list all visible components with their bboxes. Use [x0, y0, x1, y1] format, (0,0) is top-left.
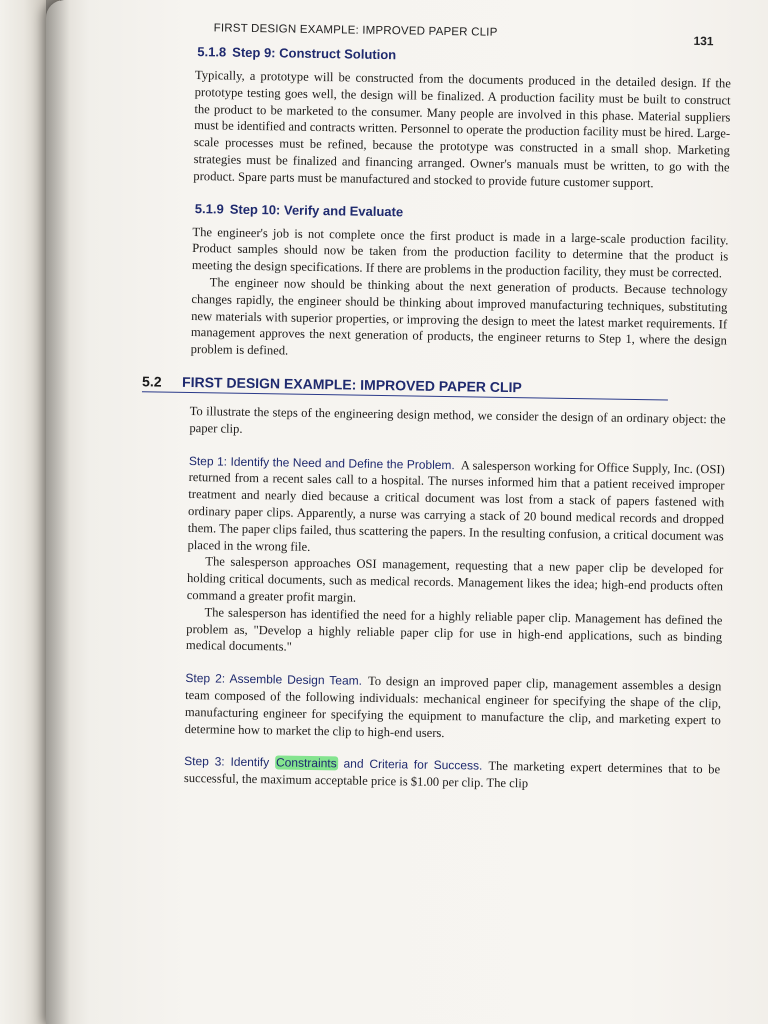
page-number: 131: [693, 33, 714, 49]
section-number: 5.2: [142, 373, 162, 390]
heading-5-2: [142, 373, 668, 400]
paragraph: The salesperson approaches OSI management, requesting that a new paper clip be developed for holding critical documents, such as medical records. Management likes the idea; high-end products often command a greater profit margin.: [186, 554, 724, 605]
paragraph: [183, 452, 725, 561]
book-page: [46, 0, 768, 1024]
paragraph: [181, 670, 722, 746]
step-3-title-end: and Criteria for Success.: [343, 756, 483, 773]
step-2-title: Step 2: Assemble Design Team.: [185, 671, 363, 688]
paragraph: [180, 753, 720, 795]
section-title: FIRST DESIGN EXAMPLE: IMPROVED PAPER CLIP: [182, 373, 522, 396]
running-head: [213, 8, 714, 52]
step-3-title-start: Step 3: Identify: [184, 754, 270, 770]
step-1-title: Step 1: Identify the Need and Define the Problem.: [188, 453, 455, 472]
heading-number: 5.1.9: [194, 200, 224, 217]
highlighted-word: Constraints: [275, 755, 337, 771]
step-1: [182, 452, 725, 662]
heading-title: Step 9: Construct Solution: [232, 44, 397, 63]
heading-title: Step 10: Verify and Evaluate: [229, 201, 404, 219]
section-5-1-9: [187, 201, 729, 367]
section-5-2-intro: [185, 403, 725, 445]
step-1-text: A salesperson working for Office Supply, Inc. (OSI) returned from a recent sales call to a hospital. The nurses informed him that a patient received improper treatment and nearly died because a critical document was lost from a stack of papers fastened with ordinary paper clips. Apparently, a nurse was carrying a stack of 20 bound medical records and dropped them. The paper clips failed, thus scattering the papers. In the resulting confusion, a critical document was placed in the wrong file.: [187, 457, 725, 554]
step-3-text: The marketing expert determines that to be successful, the maximum acceptable price is $1.00 per clip. The clip: [183, 759, 721, 791]
step-3-title: [184, 754, 482, 773]
paragraph: The engineer now should be thinking about the next generation of products. Because technology changes rapidly, the engineer should be thinking about improved manufacturing techniques, substituting new materials with superior properties, or improving the design to meet the latest market requirements. If management approves the next generation of products, the engineer returns to Step 1, where the design problem is defined.: [190, 275, 728, 358]
step-3: [180, 753, 720, 795]
paragraph: The salesperson has identified the need for a highly reliable paper clip. Management has defined the problem as, "Develop a highly reliable paper clip for use in high-end applications, such as binding medical documents.": [185, 604, 723, 654]
running-head-title: FIRST DESIGN EXAMPLE: IMPROVED PAPER CLIP: [213, 22, 498, 39]
paragraph: The engineer's job is not complete once the first product is made in a large-scale production facility. Product samples should now be taken from the production facility to determine that the product is meeting the design specifications. If there are problems in the production facility, they must be corrected.: [191, 224, 729, 281]
heading-5-1-9: [189, 201, 729, 224]
section-5-1-8: [189, 44, 731, 193]
step-2-text: To design an improved paper clip, management assembles a design team composed of the following individuals: mechanical engineer for specifying the shape of the clip, manufacturing engineer for specifying the equipment to manufacture the clip, and marketing expert to determine how to market the clip to high-end users.: [184, 673, 722, 740]
heading-number: 5.1.8: [197, 44, 227, 60]
paragraph: Typically, a prototype will be constructed from the documents produced in the detailed design. If the prototype testing goes well, the design will be finalized. A production facility must be built to construct the product to be marketed to the consumer. Many people are involved in this phase. Material suppliers must be identified and contracts written. Personnel to operate the production facility must be hired. Large-scale processes must be refined, because the prototype was constructed in a small shop. Marketing strategies must be finalized and financing arranged. Owner's manuals must be written, to go with the product. Spare parts must be manufactured and stocked to provide future customer support.: [193, 68, 731, 191]
paragraph: To illustrate the steps of the engineering design method, we consider the design of an ordinary object: the paper clip.: [189, 403, 726, 436]
step-2: [181, 670, 722, 746]
page-content: [142, 8, 732, 811]
